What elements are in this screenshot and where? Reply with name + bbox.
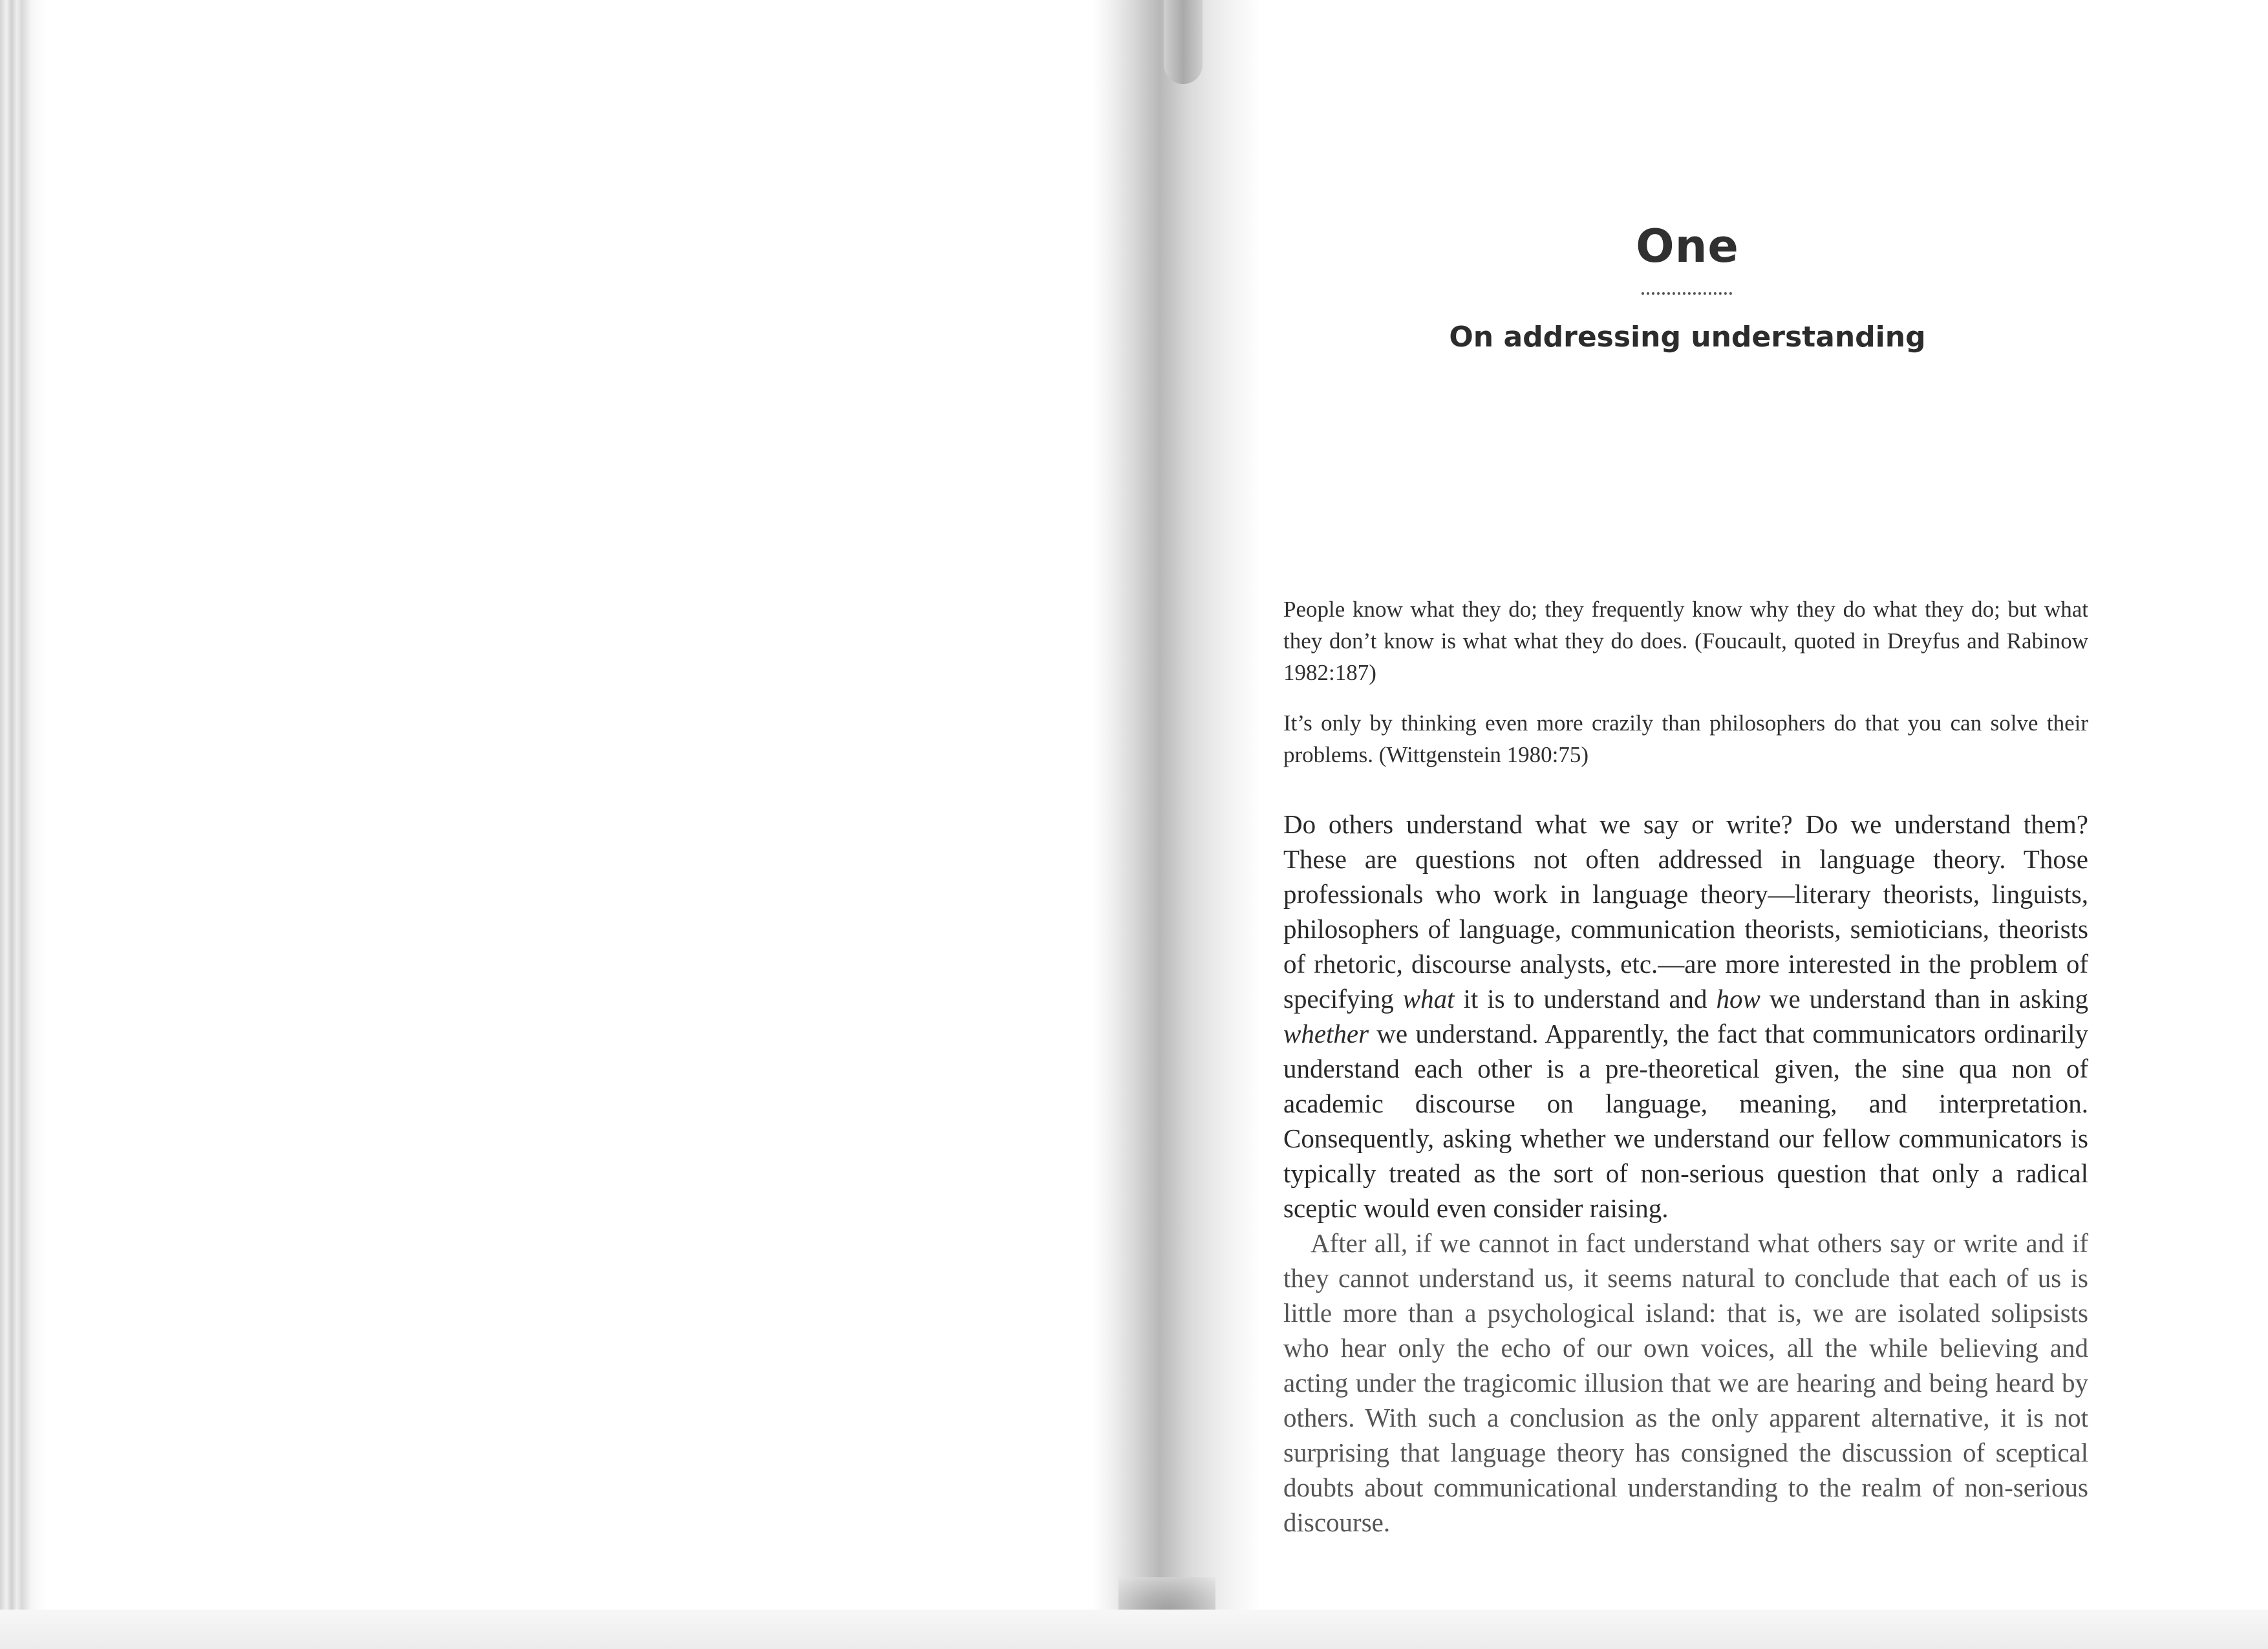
body-paragraph-2: After all, if we cannot in fact understand what others say or write and if they cannot understand us, it seems natural to conclude that each of us is little more than a psychological island: that is, we are isolated solipsists who hear only the echo of our own voices, all the while believing and acting under the tragicomic illusion that we are hearing and being heard by others. With such a conclusion as the only apparent alternative, it is not surprising that language theory has consigned the discussion of sceptical doubts about communicational understanding to the realm of non-serious discourse. (1283, 1228, 2088, 1537)
body-paragraph-1 (1283, 807, 2088, 1226)
emphasis-what: what (1402, 984, 1455, 1014)
emphasis-how: how (1716, 984, 1760, 1014)
paragraph-1-text-b: it is to understand and (1454, 984, 1717, 1014)
chapter-dotted-rule (1642, 292, 1732, 295)
gutter-shadow-top (1164, 0, 1203, 84)
left-page (0, 0, 1118, 1649)
right-page (1261, 0, 2268, 1610)
paragraph-1-text-a: Do others understand what we say or write? Do we understand them? These are questions not often addressed in language theory. Those professionals who work in language theory—literary theorists, linguists, philosophers of language, communication theorists, semioticians, theorists of rhetoric, discourse analysts, etc.—are more interested in the problem of specifying (1283, 809, 2088, 1014)
page-edge-shadow (0, 0, 45, 1649)
paragraph-1-text-d: we understand. Apparently, the fact that communicators ordinarily understand each other is a pre-theoretical given, the sine qua non of academic discourse on language, meaning, and interpretation. Consequently, asking whether we understand our fellow communicators is typically treated as the sort of non-serious question that only a radical sceptic would even consider raising. (1283, 1019, 2088, 1223)
paragraph-1-text-c: we understand than in asking (1760, 984, 2088, 1014)
body-text (1283, 807, 2088, 1540)
emphasis-whether: whether (1283, 1019, 1369, 1048)
chapter-number: One (1636, 220, 1739, 273)
scan-bottom-edge (0, 1610, 2268, 1649)
epigraph-foucault: People know what they do; they frequently know why they do what they do; but what they don’t know is what what they do does. (Foucault, quoted in Dreyfus and Rabinow 1982:187) (1283, 597, 2088, 685)
chapter-title: On addressing understanding (1449, 321, 1926, 354)
book-gutter (1093, 0, 1261, 1649)
epigraph-wittgenstein: It’s only by thinking even more crazily than philosophers do that you can solve their problems. (Wittgenstein 1980:75) (1283, 710, 2088, 767)
